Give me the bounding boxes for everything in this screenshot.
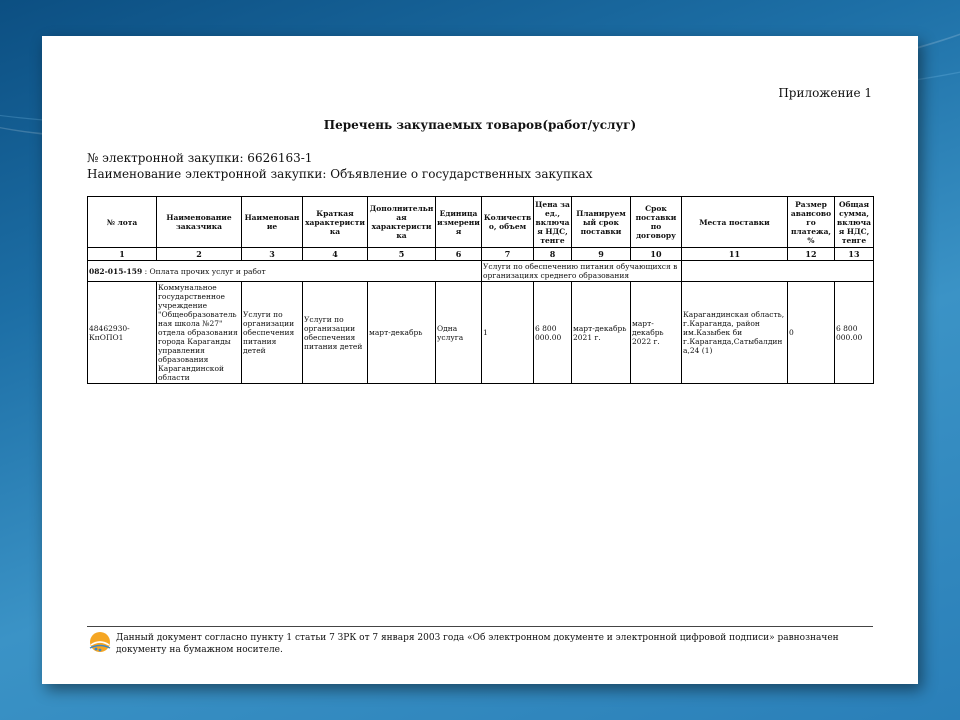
header-cell: Цена за ед., включая НДС, тенге <box>534 197 572 248</box>
header-cell: № лота <box>88 197 157 248</box>
appendix-label: Приложение 1 <box>778 86 872 100</box>
quantity-cell: 1 <box>482 282 534 384</box>
delivery-place-cell: Карагандинская область, г.Караганда, район им.Казыбек би г.Караганда,Сатыбалдина,24 (1) <box>682 282 788 384</box>
column-number: 1 <box>88 248 157 261</box>
advance-payment-cell: 0 <box>788 282 835 384</box>
document-page <box>42 36 918 684</box>
table-header-row <box>88 197 874 248</box>
column-number: 11 <box>682 248 788 261</box>
goods-table <box>87 196 874 384</box>
seal-icon <box>88 630 112 654</box>
category-code: 082-015-159 <box>89 266 143 276</box>
column-number-row <box>88 248 874 261</box>
column-number: 7 <box>482 248 534 261</box>
header-cell: Количество, объем <box>482 197 534 248</box>
header-cell: Срок поставки по договору <box>631 197 682 248</box>
unit-price-cell: 6 800 000.00 <box>534 282 572 384</box>
column-number: 5 <box>368 248 436 261</box>
category-empty-cell <box>682 261 874 282</box>
footer-divider <box>87 626 873 627</box>
contract-term-cell: март-декабрь 2022 г. <box>631 282 682 384</box>
category-note: Услуги по обеспечению питания обучающихся в организациях среднего образования <box>482 261 682 282</box>
category-name: : Оплата прочих услуг и работ <box>142 266 266 276</box>
header-cell: Наименование заказчика <box>157 197 242 248</box>
short-description-cell: Услуги по организации обеспечения питания детей <box>303 282 368 384</box>
header-cell: Единица измерения <box>436 197 482 248</box>
lot-number-cell: 48462930-КпОПО1 <box>88 282 157 384</box>
category-cell <box>88 261 482 282</box>
customer-cell: Коммунальное государственное учреждение "Общеобразовательная школа №27" отдела образования города Караганды управления образования Карагандинской области <box>157 282 242 384</box>
column-number: 12 <box>788 248 835 261</box>
header-cell: Общая сумма, включая НДС, тенге <box>835 197 874 248</box>
header-cell: Планируемый срок поставки <box>572 197 631 248</box>
header-cell: Места поставки <box>682 197 788 248</box>
column-number: 9 <box>572 248 631 261</box>
document-title: Перечень закупаемых товаров(работ/услуг) <box>323 118 637 132</box>
planned-term-cell: март-декабрь 2021 г. <box>572 282 631 384</box>
procurement-name: Наименование электронной закупки: Объявление о государственных закупках <box>87 167 593 181</box>
total-amount-cell: 6 800 000.00 <box>835 282 874 384</box>
column-number: 4 <box>303 248 368 261</box>
table-row <box>88 282 874 384</box>
header-cell: Краткая характеристика <box>303 197 368 248</box>
item-name-cell: Услуги по организации обеспечения питания детей <box>242 282 303 384</box>
header-cell: Размер авансового платежа, % <box>788 197 835 248</box>
additional-description-cell: март-декабрь <box>368 282 436 384</box>
column-number: 13 <box>835 248 874 261</box>
unit-cell: Одна услуга <box>436 282 482 384</box>
footer-note: Данный документ согласно пункту 1 статьи 7 ЗРК от 7 января 2003 года «Об электронном документе и электронной цифровой подписи» равнозначен документу на бумажном носителе. <box>116 633 839 655</box>
column-number: 8 <box>534 248 572 261</box>
column-number: 2 <box>157 248 242 261</box>
column-number: 3 <box>242 248 303 261</box>
column-number: 10 <box>631 248 682 261</box>
procurement-number: № электронной закупки: 6626163-1 <box>87 151 313 165</box>
procurement-meta <box>87 150 592 182</box>
header-cell: Дополнительная характеристика <box>368 197 436 248</box>
header-cell: Наименование <box>242 197 303 248</box>
column-number: 6 <box>436 248 482 261</box>
category-row <box>88 261 874 282</box>
